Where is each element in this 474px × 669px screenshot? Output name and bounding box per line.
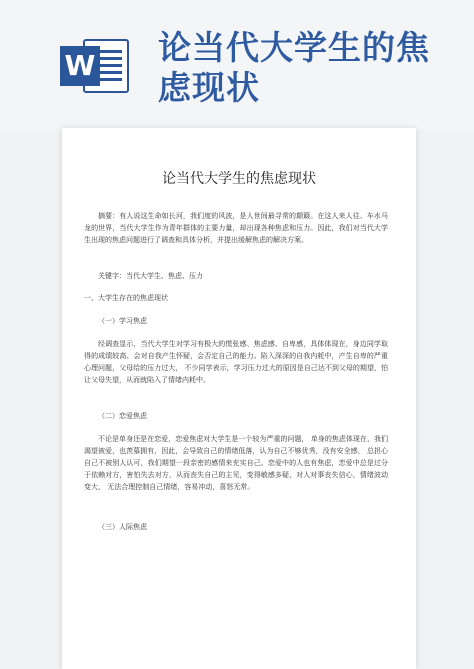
keywords-line: 关键字：当代大学生、焦虑、压力 <box>98 272 203 280</box>
logo-letter: W <box>64 49 96 82</box>
header-banner <box>0 0 474 130</box>
word-document-icon <box>60 38 130 94</box>
hero-title-line2: 虑现状 <box>158 68 260 107</box>
study-anxiety-paragraph: 经调查显示，当代大学生对学习有极大的慌张感、焦虑感、自卑感，具体体现在，身边同学取得的成绩较高、会对自我产生怀疑，会否定自己的能力。陷入深深的自我内耗中，产生自卑的严重心理问题，父母给的压力过大， 不少同学表示，学习压力过大的原因是自己达不到父母的期望，怕让父母失望，从而就陷入了情绪内耗中。 <box>84 340 388 384</box>
love-anxiety-paragraph: 不论是单身还是在恋爱，恋爱焦虑对大学生是一个较为严重的问题， 单身的焦虑体现在，我们渴望被爱，也羡慕拥有，因此，会导致自己的情绪低落，认为自己不够优秀，没有安全感， 总担心自己不被别人认可，我们期望一段亲密的感情来充实自己。恋爱中的人也有焦虑，恋爱中总是过分于依赖对方，害怕失去对方，从而丧失自己的主见，变得敏感多疑，对人对事丧失信心，情绪波动变大， 无法合理控制自己情绪，容易冲动，喜怒无常。 <box>84 435 388 491</box>
subsection-heading-social: （三）人际焦虑 <box>98 523 147 531</box>
document-page <box>62 128 416 669</box>
abstract-paragraph: 摘要：有人说这生命如长河，我们度的风波，是人世间最寻常的颠簸。在这人来人往、车水马龙的世界，当代大学生作为青年群体的主要力量，却出现各种焦虑和压力。因此，我们对当代大学生出现的焦虑问题进行了调查和具体分析，并提出缓解焦虑的解决方案。 <box>84 212 388 244</box>
document-title: 论当代大学生的焦虑现状 <box>162 171 316 187</box>
subsection-heading-study: （一）学习焦虑 <box>98 317 147 325</box>
subsection-heading-love: （二）恋爱焦虑 <box>98 412 147 420</box>
section-heading-1: 一、大学生存在的焦虑现状 <box>84 294 168 302</box>
hero-title <box>158 28 458 108</box>
hero-title-line1: 论当代大学生的焦 <box>158 28 430 67</box>
